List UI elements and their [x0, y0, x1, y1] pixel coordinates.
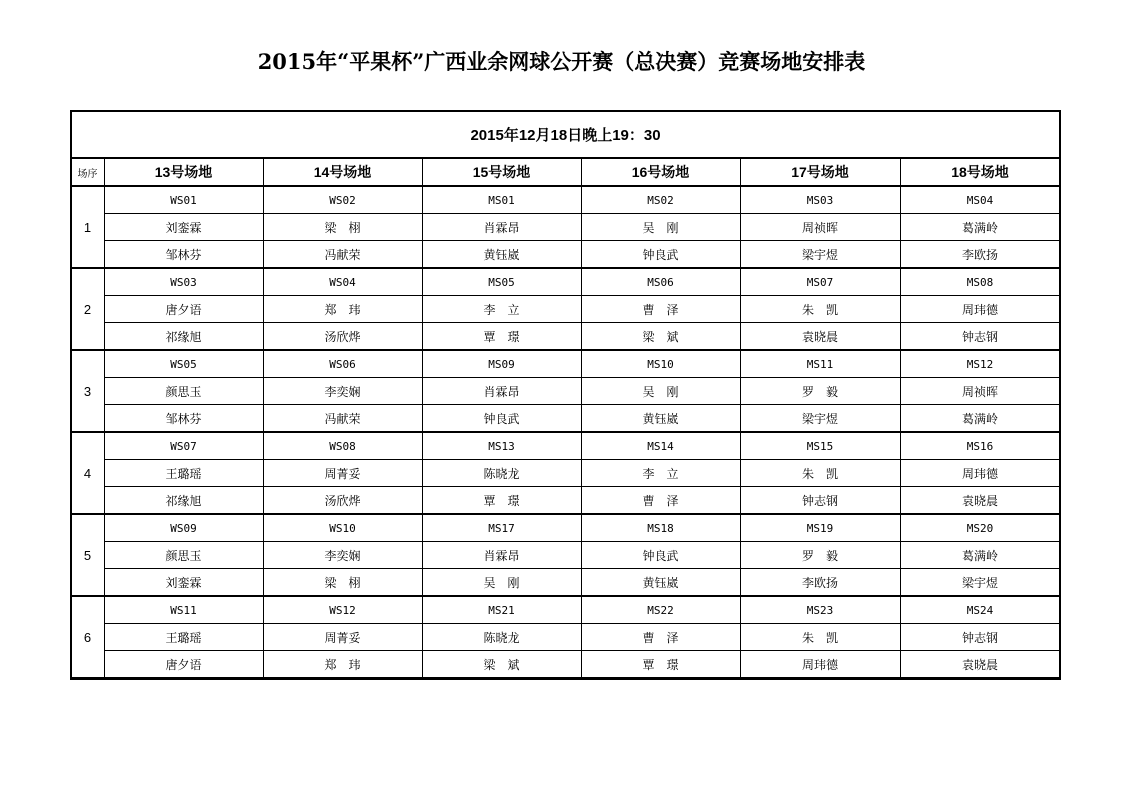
match-code-row [71, 514, 1060, 542]
player-name: 邹林芬 [104, 405, 263, 433]
player-name: 周玮德 [900, 460, 1060, 487]
player-name: 唐夕语 [104, 651, 263, 679]
player1-row [71, 624, 1060, 651]
player-name: 郑 玮 [263, 296, 422, 323]
seq-number: 1 [71, 186, 104, 268]
schedule-body [71, 186, 1060, 678]
player1-row [71, 378, 1060, 405]
player-name: 葛满岭 [900, 405, 1060, 433]
player-name: 颜思玉 [104, 378, 263, 405]
match-code: MS11 [740, 350, 900, 378]
player-name: 周玮德 [740, 651, 900, 679]
match-code: MS02 [581, 186, 740, 214]
player1-row [71, 296, 1060, 323]
match-code-row [71, 186, 1060, 214]
player-name: 葛满岭 [900, 542, 1060, 569]
player-name: 梁宇煜 [740, 405, 900, 433]
player-name: 唐夕语 [104, 296, 263, 323]
match-code: WS06 [263, 350, 422, 378]
match-code: WS08 [263, 432, 422, 460]
player-name: 曹 泽 [581, 296, 740, 323]
player-name: 罗 毅 [740, 542, 900, 569]
match-code-row [71, 432, 1060, 460]
player-name: 冯献荣 [263, 405, 422, 433]
match-code: MS17 [422, 514, 581, 542]
player-name: 朱 凯 [740, 460, 900, 487]
player1-row [71, 542, 1060, 569]
match-code: MS10 [581, 350, 740, 378]
player-name: 曹 泽 [581, 487, 740, 515]
seq-number: 4 [71, 432, 104, 514]
player-name: 梁宇煜 [900, 569, 1060, 597]
player-name: 冯献荣 [263, 241, 422, 269]
player-name: 陈晓龙 [422, 460, 581, 487]
match-code: MS16 [900, 432, 1060, 460]
player2-row [71, 487, 1060, 515]
player-name: 邹林芬 [104, 241, 263, 269]
player-name: 吴 刚 [581, 214, 740, 241]
player2-row [71, 651, 1060, 679]
match-code: MS23 [740, 596, 900, 624]
player-name: 汤欣烨 [263, 323, 422, 351]
match-code-row [71, 350, 1060, 378]
match-code: WS11 [104, 596, 263, 624]
player-name: 肖霖昂 [422, 378, 581, 405]
player-name: 祁缘旭 [104, 323, 263, 351]
match-code: MS09 [422, 350, 581, 378]
player-name: 梁 斌 [581, 323, 740, 351]
match-code: WS03 [104, 268, 263, 296]
header-row [71, 158, 1060, 186]
match-code: WS05 [104, 350, 263, 378]
match-code: MS07 [740, 268, 900, 296]
player2-row [71, 323, 1060, 351]
player-name: 肖霖昂 [422, 214, 581, 241]
player-name: 黄钰崴 [581, 569, 740, 597]
player-name: 袁晓晨 [900, 651, 1060, 679]
player-name: 朱 凯 [740, 296, 900, 323]
match-code: WS10 [263, 514, 422, 542]
player-name: 周祯晖 [740, 214, 900, 241]
match-code: MS18 [581, 514, 740, 542]
match-code: WS07 [104, 432, 263, 460]
match-code: MS03 [740, 186, 900, 214]
player-name: 覃 璟 [422, 323, 581, 351]
match-code: MS22 [581, 596, 740, 624]
player-name: 郑 玮 [263, 651, 422, 679]
player-name: 李奕娴 [263, 378, 422, 405]
player-name: 刘銮霖 [104, 214, 263, 241]
match-code: MS13 [422, 432, 581, 460]
match-code: MS01 [422, 186, 581, 214]
page-title: 2015年“平果杯”广西业余网球公开赛（总决赛）竞赛场地安排表 [257, 49, 866, 74]
player-name: 周菁妥 [263, 624, 422, 651]
player1-row [71, 460, 1060, 487]
seq-number: 6 [71, 596, 104, 678]
match-code: MS24 [900, 596, 1060, 624]
date-row [71, 111, 1060, 158]
player-name: 吴 刚 [422, 569, 581, 597]
player-name: 周玮德 [900, 296, 1060, 323]
player-name: 汤欣烨 [263, 487, 422, 515]
player-name: 袁晓晨 [900, 487, 1060, 515]
seq-header: 场序 [71, 158, 104, 186]
match-code: WS01 [104, 186, 263, 214]
player-name: 李奕娴 [263, 542, 422, 569]
player-name: 李欧扬 [900, 241, 1060, 269]
player-name: 李 立 [422, 296, 581, 323]
player-name: 王璐瑶 [104, 624, 263, 651]
player-name: 钟志钢 [900, 323, 1060, 351]
match-code: WS09 [104, 514, 263, 542]
seq-number: 5 [71, 514, 104, 596]
court-header: 17号场地 [740, 158, 900, 186]
court-header: 18号场地 [900, 158, 1060, 186]
match-code: MS12 [900, 350, 1060, 378]
player-name: 黄钰崴 [422, 241, 581, 269]
match-code: MS05 [422, 268, 581, 296]
match-code-row [71, 596, 1060, 624]
match-code: MS14 [581, 432, 740, 460]
court-header: 16号场地 [581, 158, 740, 186]
player-name: 葛满岭 [900, 214, 1060, 241]
player-name: 梁宇煜 [740, 241, 900, 269]
player-name: 梁 斌 [422, 651, 581, 679]
player-name: 肖霖昂 [422, 542, 581, 569]
player-name: 王璐瑶 [104, 460, 263, 487]
player-name: 朱 凯 [740, 624, 900, 651]
court-header: 15号场地 [422, 158, 581, 186]
match-code: WS04 [263, 268, 422, 296]
player-name: 覃 璟 [422, 487, 581, 515]
court-header: 13号场地 [104, 158, 263, 186]
match-code: MS15 [740, 432, 900, 460]
player-name: 罗 毅 [740, 378, 900, 405]
player-name: 吴 刚 [581, 378, 740, 405]
player-name: 梁 栩 [263, 569, 422, 597]
player-name: 李 立 [581, 460, 740, 487]
match-code: WS12 [263, 596, 422, 624]
player-name: 曹 泽 [581, 624, 740, 651]
player-name: 覃 璟 [581, 651, 740, 679]
player-name: 钟良武 [581, 542, 740, 569]
match-code: MS20 [900, 514, 1060, 542]
match-code: MS08 [900, 268, 1060, 296]
date-time: 2015年12月18日晚上19：30 [71, 111, 1060, 158]
seq-number: 3 [71, 350, 104, 432]
player-name: 祁缘旭 [104, 487, 263, 515]
player2-row [71, 241, 1060, 269]
court-header: 14号场地 [263, 158, 422, 186]
player-name: 周祯晖 [900, 378, 1060, 405]
player-name: 钟良武 [581, 241, 740, 269]
player-name: 周菁妥 [263, 460, 422, 487]
player-name: 钟志钢 [740, 487, 900, 515]
schedule-table [70, 110, 1061, 679]
match-code: MS19 [740, 514, 900, 542]
player-name: 钟志钢 [900, 624, 1060, 651]
player-name: 袁晓晨 [740, 323, 900, 351]
player2-row [71, 405, 1060, 433]
player1-row [71, 214, 1060, 241]
player-name: 钟良武 [422, 405, 581, 433]
player2-row [71, 569, 1060, 597]
match-code: WS02 [263, 186, 422, 214]
player-name: 李欧扬 [740, 569, 900, 597]
match-code: MS06 [581, 268, 740, 296]
match-code: MS21 [422, 596, 581, 624]
player-name: 黄钰崴 [581, 405, 740, 433]
player-name: 颜思玉 [104, 542, 263, 569]
player-name: 梁 栩 [263, 214, 422, 241]
seq-number: 2 [71, 268, 104, 350]
match-code: MS04 [900, 186, 1060, 214]
match-code-row [71, 268, 1060, 296]
player-name: 刘銮霖 [104, 569, 263, 597]
player-name: 陈晓龙 [422, 624, 581, 651]
